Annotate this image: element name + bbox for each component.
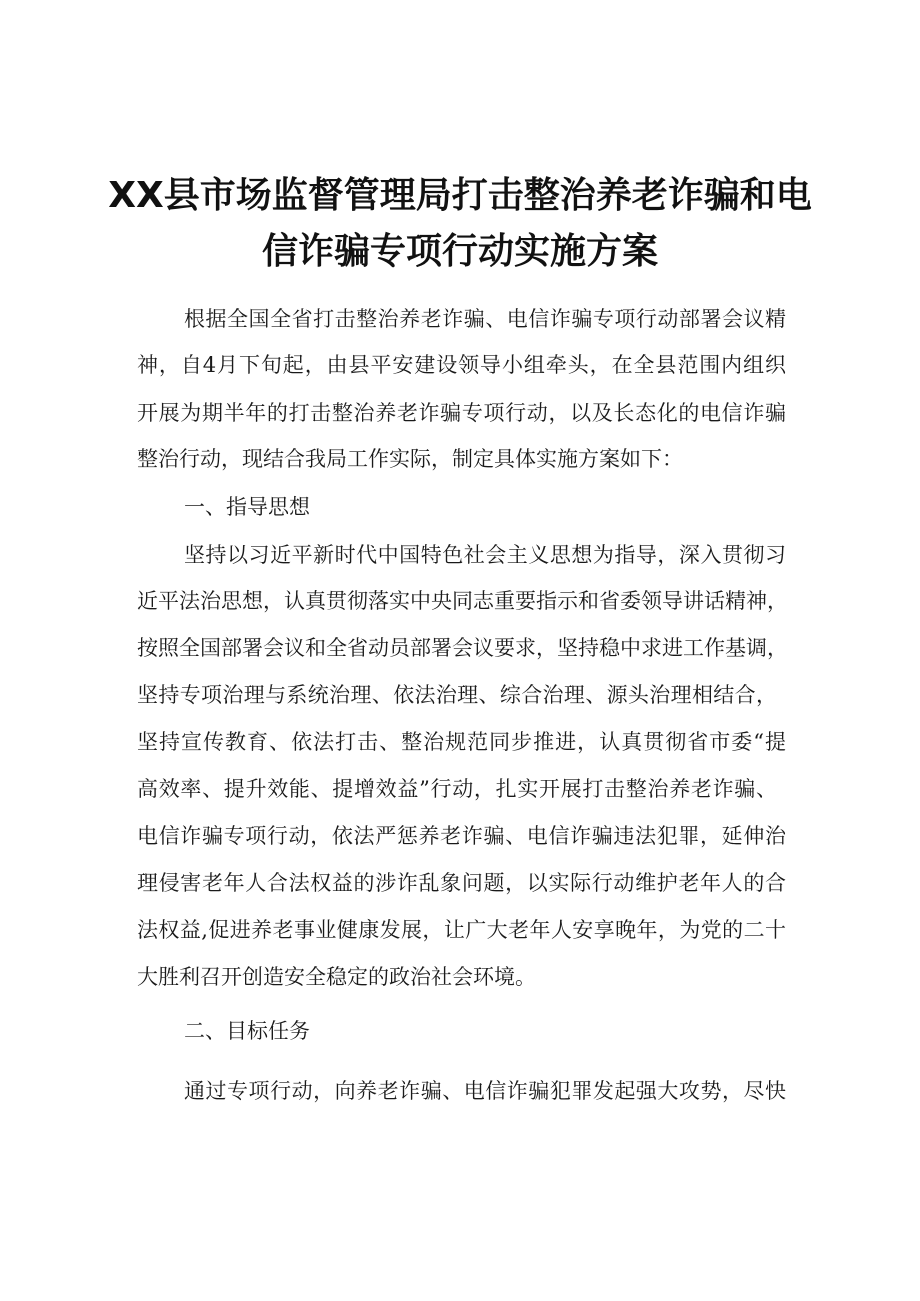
paragraph-2-line-3: 按照全国部署会议和全省动员部署会议要求，坚持稳中求进工作基调，: [137, 636, 788, 660]
section-heading-2: 二、目标任务: [184, 1019, 310, 1043]
section-heading-1: 一、指导思想: [184, 495, 310, 519]
paragraph-2-line-8: 理侵害老年人合法权益的涉诈乱象问题，以实际行动维护老年人的合: [137, 871, 786, 895]
document-title-line-1: XX县市场监督管理局打击整治养老诈骗和电: [108, 175, 812, 216]
paragraph-2-line-2: 近平法治思想，认真贯彻落实中央同志重要指示和省委领导讲话精神，: [137, 589, 788, 613]
paragraph-2-line-1: 坚持以习近平新时代中国特色社会主义思想为指导，深入贯彻习: [184, 543, 786, 567]
paragraph-1-line-2: 神，自4月下旬起，由县平安建设领导小组牵头，在全县范围内组织: [137, 353, 786, 377]
paragraph-2-line-5: 坚持宣传教育、依法打击、整治规范同步推进，认真贯彻省市委“提: [137, 730, 786, 754]
paragraph-2-line-4: 坚持专项治理与系统治理、依法治理、综合治理、源头治理相结合，: [137, 683, 777, 707]
paragraph-2-line-6: 高效率、提升效能、提增效益”行动，扎实开展打击整治养老诈骗、: [137, 777, 777, 801]
document-title-line-2: 信诈骗专项行动实施方案: [261, 231, 658, 272]
paragraph-3-line-1: 通过专项行动，向养老诈骗、电信诈骗犯罪发起强大攻势，尽快: [184, 1079, 786, 1103]
paragraph-2-line-10: 大胜利召开创造安全稳定的政治社会环境。: [137, 965, 536, 989]
paragraph-1-line-4: 整治行动，现结合我局工作实际，制定具体实施方案如下：: [137, 447, 683, 471]
paragraph-2-line-9: 法权益,促进养老事业健康发展，让广大老年人安享晚年，为党的二十: [137, 918, 786, 942]
paragraph-1-line-3: 开展为期半年的打击整治养老诈骗专项行动，以及长态化的电信诈骗: [137, 401, 786, 425]
paragraph-2-line-7: 电信诈骗专项行动，依法严惩养老诈骗、电信诈骗违法犯罪，延伸治: [137, 824, 786, 848]
paragraph-1-line-1: 根据全国全省打击整治养老诈骗、电信诈骗专项行动部署会议精: [184, 307, 786, 331]
